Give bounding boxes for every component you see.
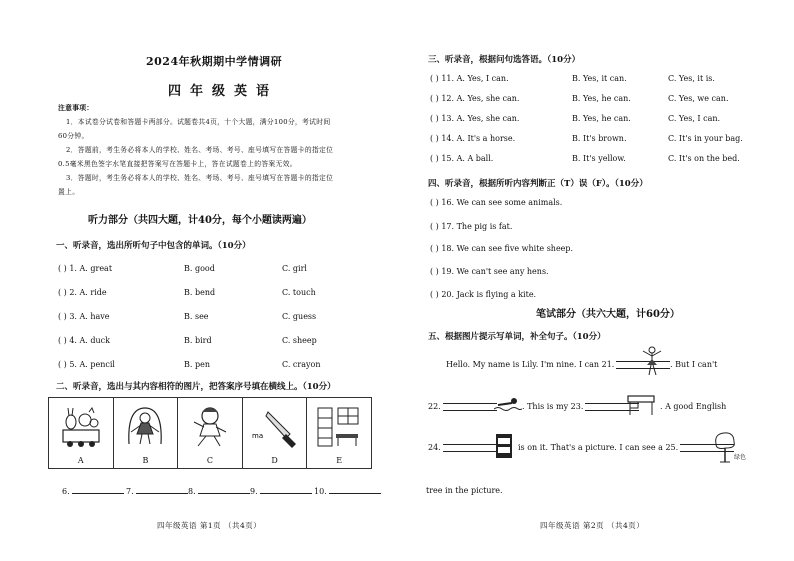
q14-option-b: B. It's brown. [572,134,627,143]
picture-d-label: D [271,456,278,465]
q3-option-b: B. see [184,312,209,321]
written-heading: 笔试部分（共六大题，计60分） [536,309,680,320]
q17: ( ) 17. The pig is fat. [430,222,513,231]
q21-line [446,360,672,369]
q21-text-after: . But I can't [670,360,718,369]
picture-c-label: C [206,456,214,465]
swimming-icon [494,395,522,413]
girl-jumping-rope-icon [123,404,167,450]
blank-7[interactable]: 7. [126,487,188,496]
picture-e-label: E [336,456,343,465]
dancing-girl-icon [640,345,664,377]
q24-number: 24. [428,443,441,452]
exam-title: 2024年秋期期中学情调研 [146,55,283,68]
q12-option-b: B. Yes, he can. [572,94,631,103]
q22-line [428,402,499,411]
blank-8[interactable]: 8. [188,487,250,496]
q11-stem: ( ) 11. A. Yes, I can. [430,74,509,83]
q20: ( ) 20. Jack is flying a kite. [430,290,537,299]
picture-a [49,398,114,468]
q13-option-c: C. Yes, I can. [668,114,721,123]
q21-text-before: Hello. My name is Lily. I'm nine. I can 21. [446,360,615,369]
knife-icon [250,404,300,450]
q23-line [522,402,641,411]
q23-text-after: . A good English [660,402,727,411]
svg-text:ma: ma [251,432,263,440]
q12-option-c: C. Yes, we can. [668,94,729,103]
q13-stem: ( ) 13. A. Yes, she can. [430,114,520,123]
q5-option-c: C. crayon [282,360,321,369]
tree-color-label: 绿色 [734,454,747,461]
right-page-footer: 四年级英语 第2页 （共4页） [540,521,645,530]
notes-heading: 注意事项： [58,104,94,112]
q13-option-b: B. Yes, he can. [572,114,631,123]
q23-text-before: . This is my 23. [522,402,584,411]
q4-option-c: C. sheep [282,336,317,345]
q24-line [428,443,499,452]
q2-option-b: B. bend [184,288,216,297]
animals-on-truck-icon [59,404,103,450]
q15-option-c: C. It's on the bed. [668,154,740,163]
q15-stem: ( ) 15. A. A ball. [430,154,494,163]
picture-b-label: B [142,456,149,465]
classroom-icon [314,404,364,450]
picture-a-label: A [77,456,84,465]
q3-option-c: C. guess [282,312,317,321]
section2-heading: 二、听录音，选出与其内容相符的图片，把答案序号填在横线上。（10分） [56,382,336,392]
note-3b: 置上。 [58,188,80,196]
q1-stem: ( ) 1. A. great [58,264,113,273]
section1-heading: 一、听录音，选出所听句子中包含的单词。（10分） [56,241,251,251]
running-child-icon [188,404,232,450]
q3-stem: ( ) 3. A. have [58,312,110,321]
q4-option-b: B. bird [184,336,212,345]
section3-heading: 三、听录音，根据问句选答语。（10分） [428,55,581,65]
q2-option-c: C. touch [282,288,316,297]
q1-option-c: C. girl [282,264,307,273]
q2-stem: ( ) 2. A. ride [58,288,107,297]
q1-option-b: B. good [184,264,215,273]
picture-c [178,398,243,468]
english-book-icon [494,432,514,460]
picture-d [243,398,308,468]
note-2a: 2．答题前，考生务必将本人的学校、姓名、考场、考号、座号填写在答题卡的指定位 [66,146,334,154]
section4-heading: 四、听录音，根据所听内容判断正（T）误（F）。（10分） [428,179,648,189]
q22-blank[interactable] [443,403,497,411]
left-page-footer: 四年级英语 第1页 （共4页） [157,521,262,530]
exam-subject: 四年级英语 [168,84,279,99]
note-1b: 60分钟。 [58,132,89,140]
q18: ( ) 18. We can see five white sheep. [430,244,574,253]
q11-option-b: B. Yes, it can. [572,74,627,83]
q11-option-c: C. Yes, it is. [668,74,715,83]
q4-stem: ( ) 4. A. duck [58,336,110,345]
blank-6[interactable]: 6. [62,487,124,496]
picture-e [307,398,371,468]
q15-option-b: B. It's yellow. [572,154,626,163]
blank-10[interactable]: 10. [314,487,381,496]
q14-stem: ( ) 14. A. It's a horse. [430,134,516,143]
note-3a: 3．答题时，考生务必将本人的学校、姓名、考场、考号、座号填写在答题卡的指定位 [66,174,334,182]
note-2b: 0.5毫米黑色签字水笔直接把答案写在答题卡上，答在试题卷上的答案无效。 [58,160,297,168]
q16: ( ) 16. We can see some animals. [430,198,563,207]
q25-line [518,443,736,452]
blank-9[interactable]: 9. [250,487,312,496]
picture-b [114,398,179,468]
q25-text-before: is on it. That's a picture. I can see a 25. [518,443,679,452]
q22-number: 22. [428,402,441,411]
q19: ( ) 19. We can't see any hens. [430,267,549,276]
q24-blank[interactable] [443,444,497,452]
q12-stem: ( ) 12. A. Yes, she can. [430,94,520,103]
q14-option-c: C. It's in your bag. [668,134,743,143]
q5-option-b: B. pen [184,360,210,369]
q25-text-after: tree in the picture. [426,486,503,495]
note-1a: 1．本试卷分试卷和答题卡两部分。试题卷共4页，十个大题，满分100分，考试时间 [66,118,331,126]
q5-stem: ( ) 5. A. pencil [58,360,115,369]
desk-icon [626,394,656,416]
section5-heading: 五、根据图片提示写单词，补全句子。（10分） [428,332,606,342]
picture-table [48,397,372,469]
listening-heading: 听力部分（共四大题，计40分，每个小题读两遍） [88,215,312,226]
